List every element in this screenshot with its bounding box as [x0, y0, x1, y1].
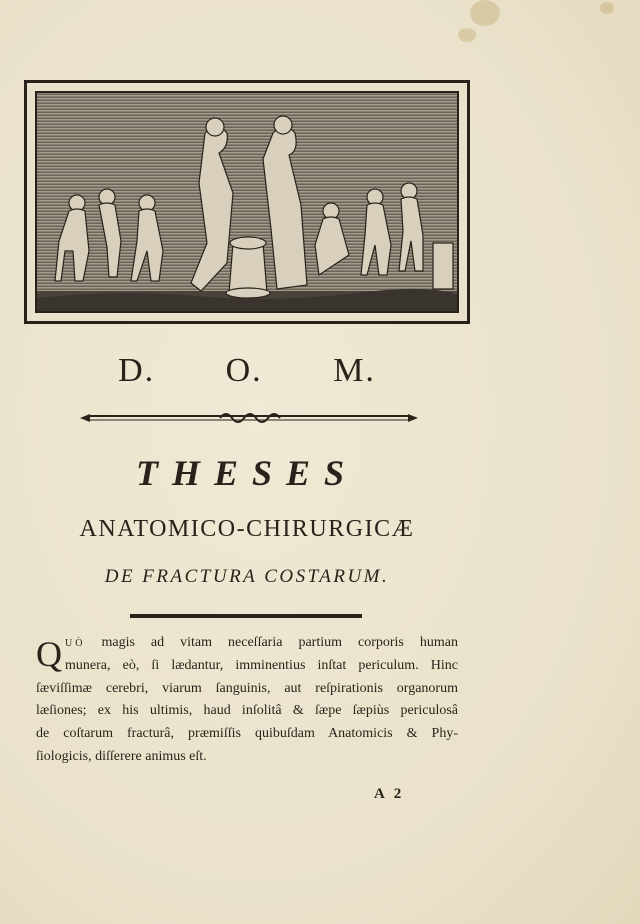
drop-cap: Q: [36, 634, 62, 674]
body-line: ſæviſſimæ cerebri, viarum ſanguinis, aut reſpirationis organorum: [36, 680, 458, 696]
first-word: uò: [65, 635, 86, 650]
dedication-dom: [24, 352, 470, 390]
ornamental-divider: [80, 408, 418, 428]
body-line-text: magis ad vitam neceſſaria partium corporis human: [85, 635, 458, 650]
page-subject: DE FRACTURA COSTARUM.: [104, 566, 390, 587]
body-line: munera, eò, ſi lædantur, imminentius inſtat periculum. Hinc: [65, 657, 458, 673]
paper-stain: [470, 0, 500, 26]
body-line: [36, 632, 458, 655]
body-line: læſiones; ex his ultimis, haud inſolitâ & ſæpe ſæpiùs periculosâ: [36, 703, 458, 719]
engraving-figures: [37, 93, 459, 313]
body-line: ſiologicis, diſſerere animus eſt.: [36, 748, 207, 764]
paper-stain: [600, 2, 614, 14]
engraving-image: [35, 91, 459, 313]
page-subtitle: ANATOMICO-CHIRURGICÆ: [79, 516, 415, 542]
dedication-letter-d: D.: [118, 352, 156, 389]
dedication-letter-m: M.: [333, 352, 376, 389]
engraving-vignette: [24, 80, 470, 324]
body-paragraph: [36, 632, 458, 769]
page-title: THESES: [135, 453, 359, 493]
paper-stain: [458, 28, 476, 42]
horizontal-rule: [130, 614, 362, 618]
body-line: de coſtarum fracturâ, præmiſſis quibuſdam Anatomicis & Phy-: [36, 726, 458, 742]
signature-mark: A 2: [374, 786, 405, 802]
dedication-letter-o: O.: [225, 352, 263, 389]
